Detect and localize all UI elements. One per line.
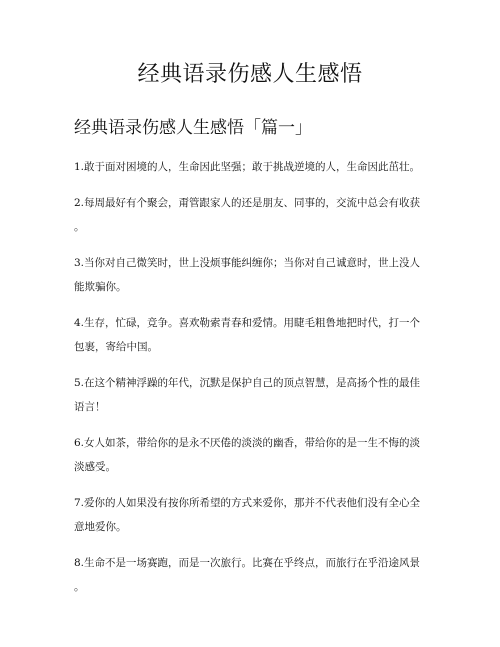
quote-line: 。 — [74, 581, 85, 593]
quote-list — [74, 155, 430, 611]
quote-line: 淡感受。 — [74, 461, 116, 473]
quote-item — [74, 491, 430, 539]
quote-line: 意地爱你。 — [74, 521, 127, 533]
quote-line: 8.生命不是一场赛跑，而是一次旅行。比赛在乎终点，而旅行在乎沿途风景 — [74, 557, 421, 569]
quote-item — [74, 155, 430, 179]
quote-line: 1.敢于面对困境的人，生命因此坚强；敢于挑战逆境的人，生命因此茁壮。 — [74, 161, 421, 173]
quote-line: 7.爱你的人如果没有按你所希望的方式来爱你，那并不代表他们没有全心全 — [74, 497, 421, 509]
quote-item — [74, 251, 430, 299]
quote-line: 。 — [74, 221, 85, 233]
quote-line: 4.生存，忙碌，竞争。喜欢勒索青春和爱情。用睫毛粗鲁地把时代，打一个 — [74, 317, 421, 329]
quote-item — [74, 551, 430, 599]
quote-line: 2.每周最好有个聚会，甭管跟家人的还是朋友、同事的，交流中总会有收获 — [74, 197, 421, 209]
quote-line: 语言！ — [74, 401, 106, 413]
quote-item — [74, 191, 430, 239]
quote-item — [74, 431, 430, 479]
quote-line: 3.当你对自己微笑时，世上没烦事能纠缠你；当你对自己诚意时，世上没人 — [74, 257, 421, 269]
quote-line: 包裹，寄给中国。 — [74, 341, 158, 353]
quote-line: 6.女人如茶，带给你的是永不厌倦的淡淡的幽香，带给你的是一生不悔的淡 — [74, 437, 421, 449]
page-title: 经典语录伤感人生感悟 — [137, 62, 363, 87]
quote-line: 5.在这个精神浮躁的年代，沉默是保护自己的顶点智慧，是高扬个性的最佳 — [74, 377, 421, 389]
quote-item — [74, 371, 430, 419]
section-heading: 经典语录伤感人生感悟「篇一」 — [74, 118, 312, 138]
quote-item — [74, 311, 430, 359]
quote-line: 能欺骗你。 — [74, 281, 127, 293]
